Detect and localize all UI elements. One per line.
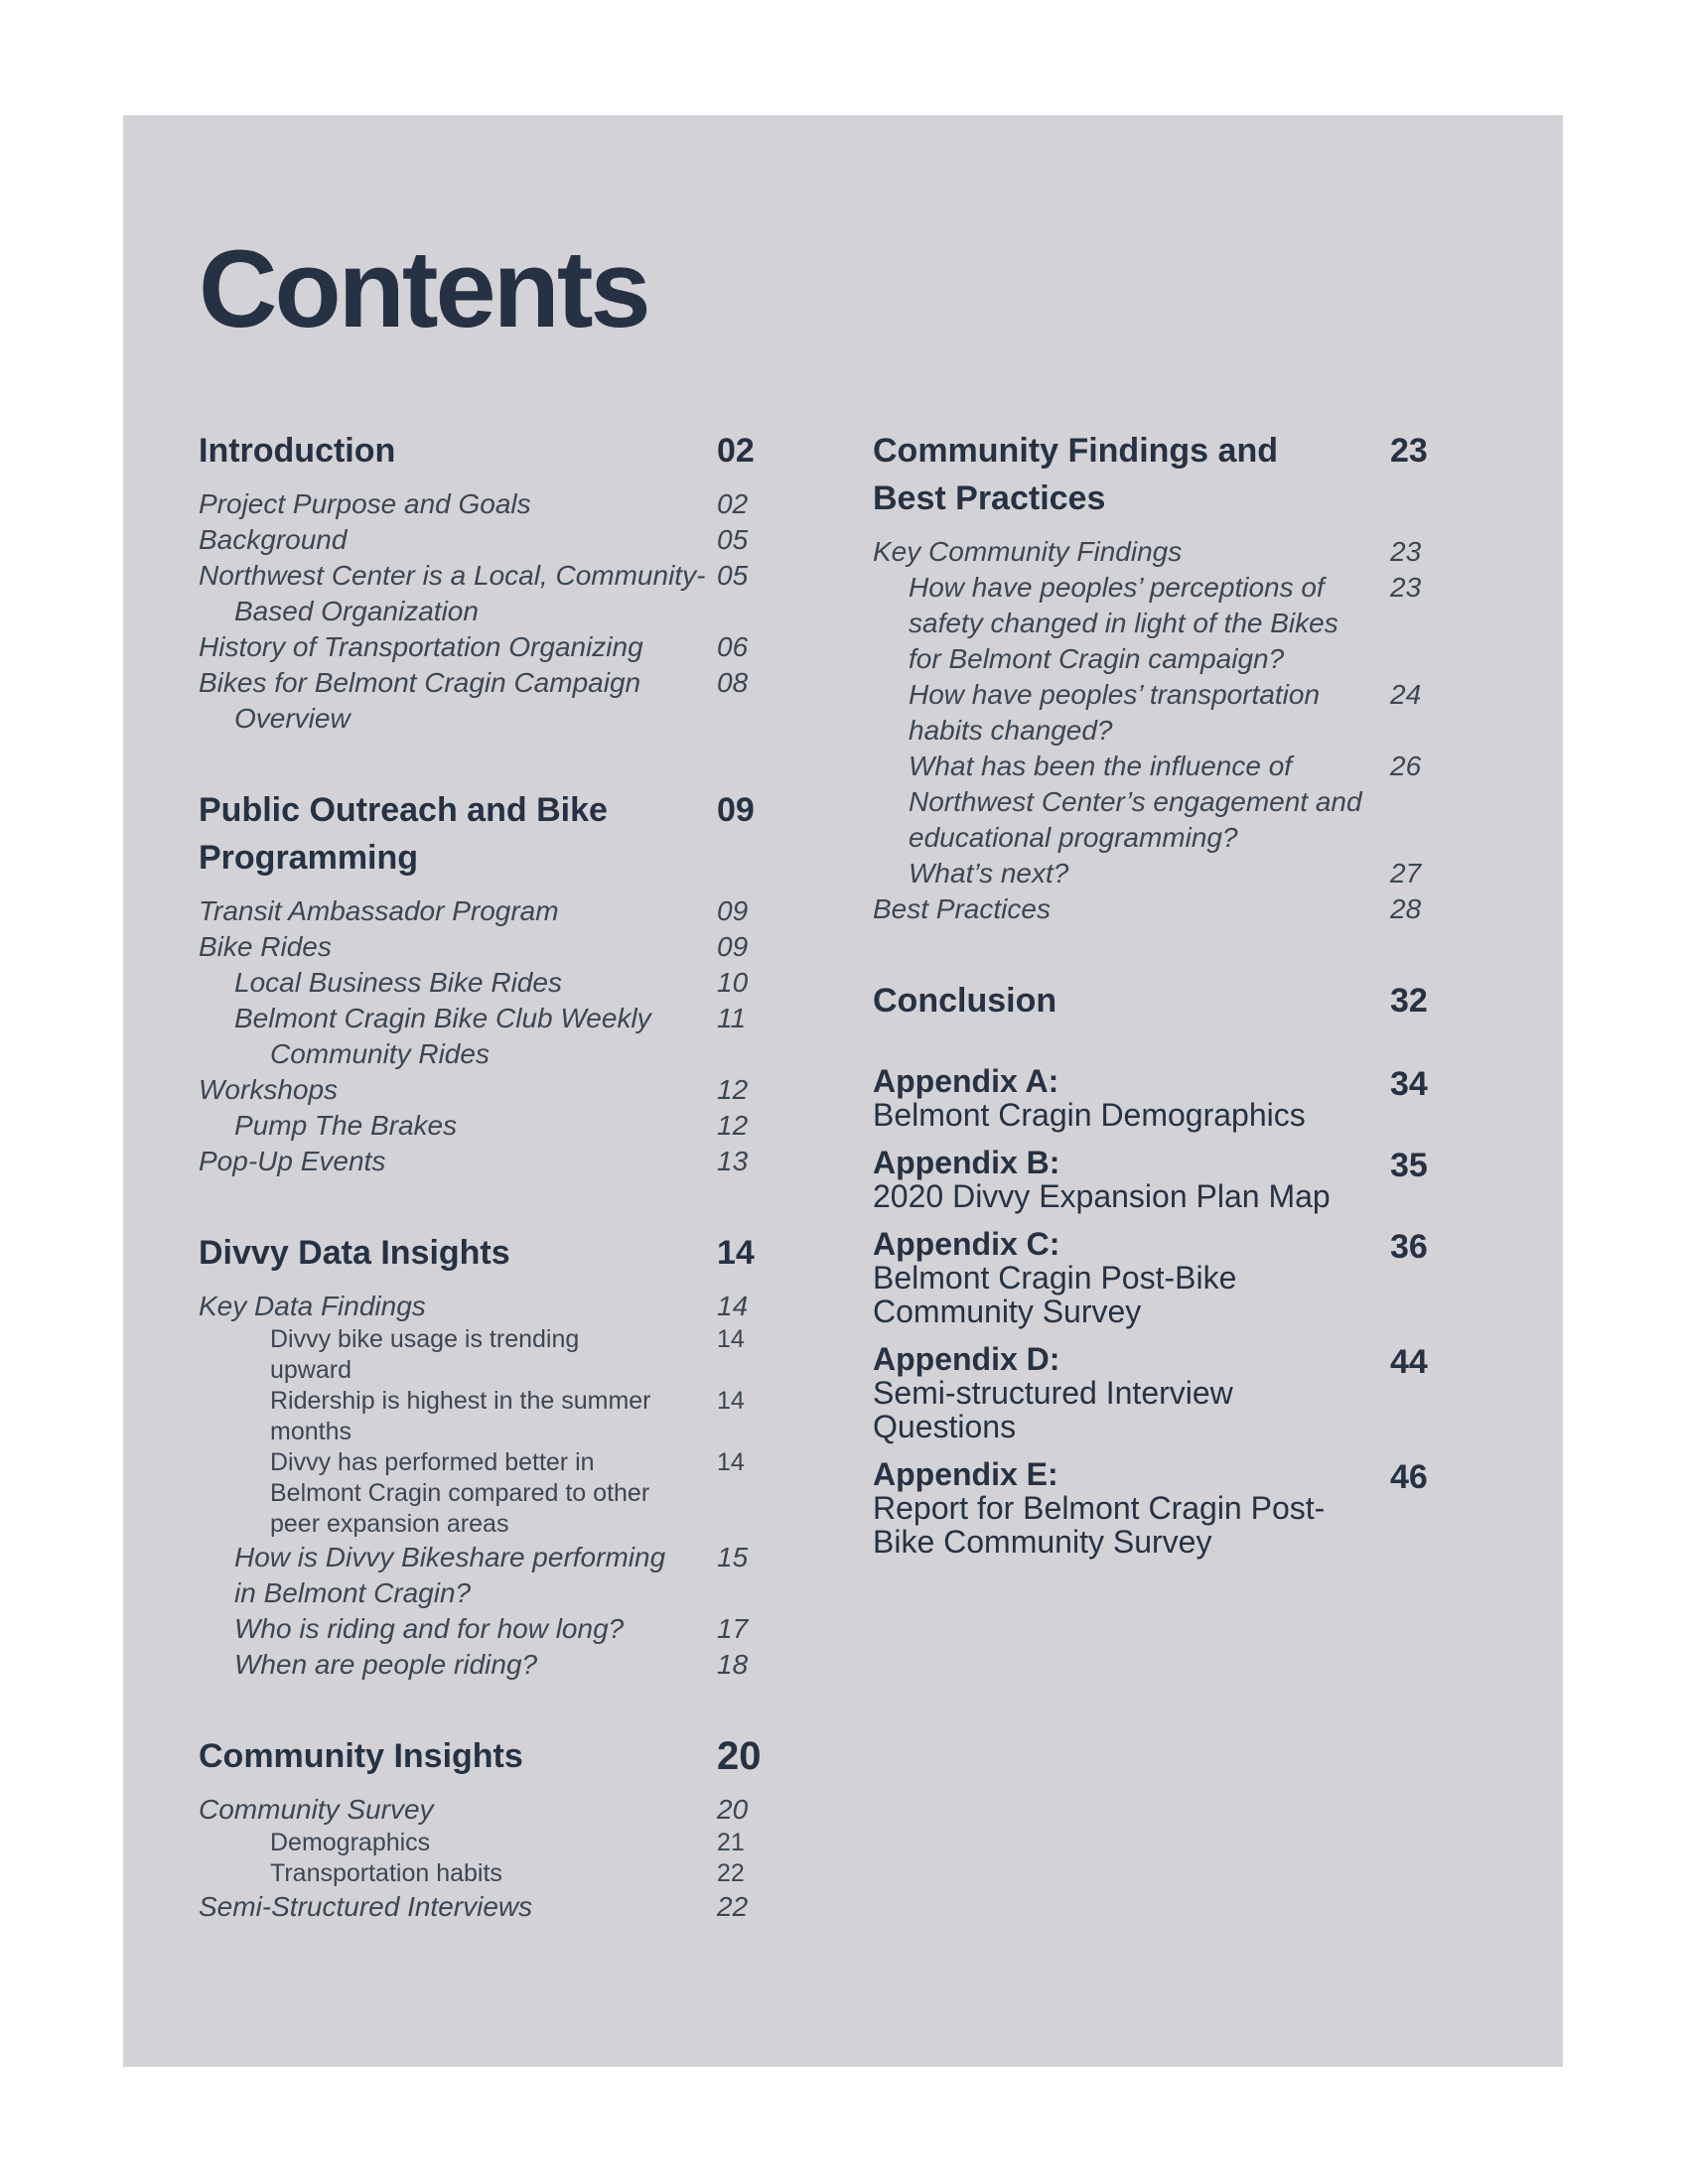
toc-appendices bbox=[873, 1064, 1450, 1559]
toc-entry[interactable]: How have peoples’ transportation habits changed? 24 bbox=[909, 679, 1422, 746]
section-title[interactable]: Community Insights bbox=[199, 1737, 523, 1775]
section-page: 20 bbox=[717, 1734, 762, 1778]
section-title[interactable]: Community Findings and Best Practices bbox=[873, 432, 1278, 517]
toc-entry[interactable]: Divvy bike usage is trending upward 14 bbox=[270, 1325, 745, 1384]
toc-section-community-insights bbox=[199, 1732, 776, 1925]
toc-entry[interactable]: Project Purpose and Goals 02 bbox=[199, 488, 749, 519]
toc-entry[interactable]: Belmont Cragin Bike Club Weekly Community Rides 11 bbox=[234, 1003, 747, 1069]
section-title[interactable]: Conclusion bbox=[873, 982, 1057, 1020]
toc-entry[interactable]: How have peoples’ perceptions of safety changed in light of the Bikes for Belmont Cragin campaign? 23 bbox=[909, 572, 1422, 674]
toc-entry[interactable]: Best Practices 28 bbox=[873, 893, 1422, 924]
toc-entry[interactable]: Pump The Brakes 12 bbox=[234, 1110, 749, 1141]
toc-left-column bbox=[199, 427, 776, 1975]
toc-entry[interactable]: Ridership is highest in the summer months 14 bbox=[270, 1387, 745, 1445]
toc-section-divvy-data bbox=[199, 1229, 776, 1683]
appendix-entry[interactable]: Appendix A: Belmont Cragin Demographics 34 bbox=[873, 1063, 1428, 1133]
appendix-entry[interactable]: Appendix D: Semi-structured Interview Questions 44 bbox=[873, 1341, 1428, 1444]
toc-entry[interactable]: Divvy has performed better in Belmont Cragin compared to other peer expansion areas 14 bbox=[270, 1448, 745, 1538]
section-page: 14 bbox=[717, 1234, 755, 1272]
toc-entry[interactable]: Who is riding and for how long? 17 bbox=[234, 1613, 749, 1644]
toc-entry[interactable]: Community Survey 20 bbox=[199, 1794, 749, 1825]
section-page: 09 bbox=[717, 791, 755, 829]
toc-entry[interactable]: When are people riding? 18 bbox=[234, 1649, 749, 1680]
toc-entry[interactable]: Transportation habits 22 bbox=[270, 1859, 745, 1887]
toc-entry[interactable]: Background 05 bbox=[199, 524, 749, 555]
section-page: 02 bbox=[717, 432, 755, 470]
toc-section-introduction bbox=[199, 427, 776, 737]
toc-entry[interactable]: Key Data Findings 14 bbox=[199, 1291, 749, 1321]
section-page: 32 bbox=[1390, 982, 1428, 1020]
toc-entry[interactable]: Bikes for Belmont Cragin Campaign Overview 08 bbox=[199, 667, 749, 734]
page-title: Contents bbox=[199, 228, 648, 350]
appendix-entry[interactable]: Appendix C: Belmont Cragin Post-Bike Community Survey 36 bbox=[873, 1226, 1428, 1329]
appendix-entry[interactable]: Appendix B: 2020 Divvy Expansion Plan Map 35 bbox=[873, 1145, 1428, 1214]
toc-entry[interactable]: What’s next? 27 bbox=[909, 858, 1422, 888]
section-page: 23 bbox=[1390, 432, 1428, 470]
toc-entry[interactable]: What has been the influence of Northwest Center’s engagement and educational programming? 26 bbox=[909, 751, 1422, 853]
toc-entry[interactable]: Pop-Up Events 13 bbox=[199, 1146, 749, 1176]
toc-entry[interactable]: Semi-Structured Interviews 22 bbox=[199, 1891, 749, 1922]
toc-section-community-findings bbox=[873, 427, 1450, 927]
appendix-entry[interactable]: Appendix E: Report for Belmont Cragin Post-Bike Community Survey 46 bbox=[873, 1456, 1428, 1560]
section-title[interactable]: Divvy Data Insights bbox=[199, 1234, 510, 1272]
toc-entry[interactable]: Bike Rides 09 bbox=[199, 931, 749, 962]
section-title[interactable]: Public Outreach and Bike Programming bbox=[199, 791, 608, 877]
toc-entry[interactable]: Transit Ambassador Program 09 bbox=[199, 895, 749, 926]
section-title[interactable]: Introduction bbox=[199, 432, 396, 470]
toc-entry[interactable]: Demographics 21 bbox=[270, 1829, 745, 1856]
toc-entry[interactable]: Key Community Findings 23 bbox=[873, 536, 1422, 567]
toc-entry[interactable]: Northwest Center is a Local, Community-Based Organization 05 bbox=[199, 560, 749, 626]
toc-entry[interactable]: How is Divvy Bikeshare performing in Belmont Cragin? 15 bbox=[234, 1542, 749, 1608]
toc-section-conclusion bbox=[873, 977, 1450, 1024]
toc-entry[interactable]: History of Transportation Organizing 06 bbox=[199, 631, 749, 662]
toc-section-public-outreach bbox=[199, 786, 776, 1179]
toc-right-column bbox=[873, 427, 1450, 1572]
toc-entry[interactable]: Workshops 12 bbox=[199, 1074, 749, 1105]
toc-entry[interactable]: Local Business Bike Rides 10 bbox=[234, 967, 749, 998]
